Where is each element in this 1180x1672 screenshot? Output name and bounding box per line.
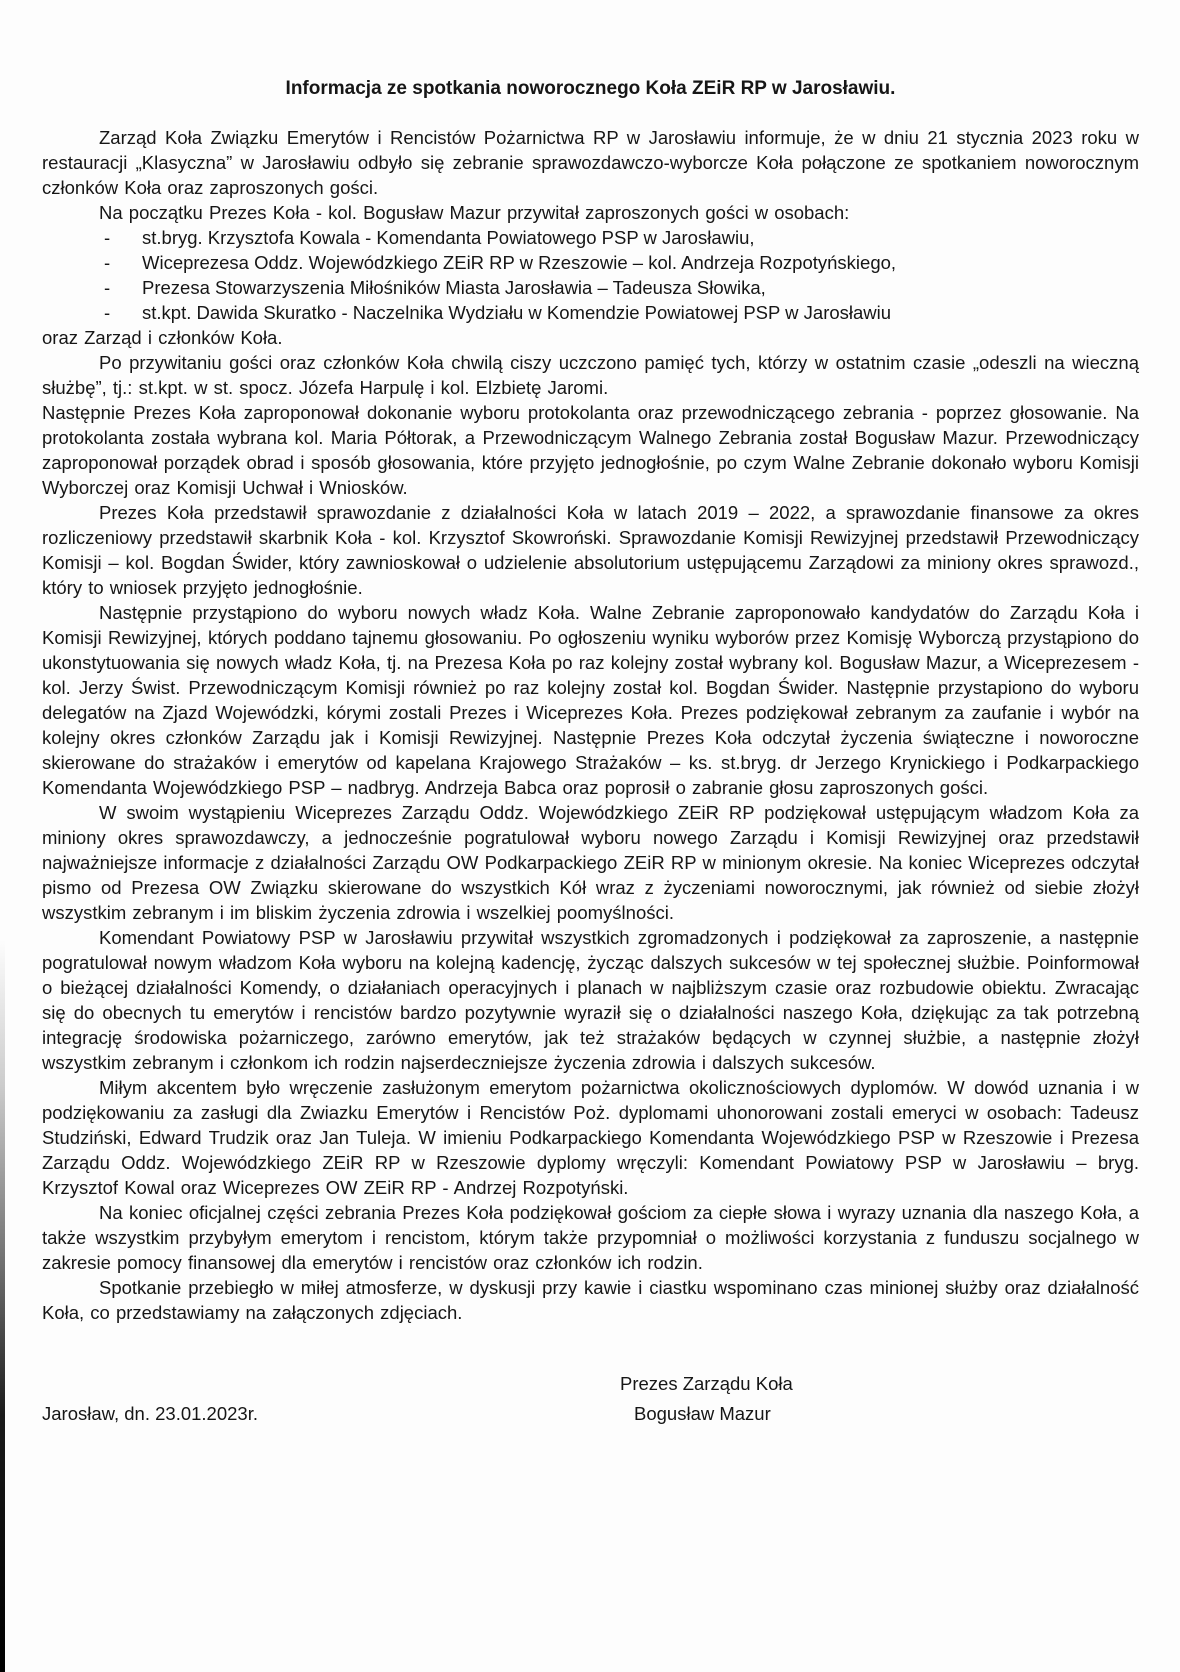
guest-name: Wiceprezesa Oddz. Wojewódzkiego ZEiR RP w Rzeszowie – kol. Andrzeja Rozpotyńskiego,	[142, 252, 897, 273]
dash-marker: -	[104, 302, 111, 323]
paragraph-elections: Następnie przystąpiono do wyboru nowych władz Koła. Walne Zebranie zaproponowało kandydatów do Zarządu Koła i Komisji Rewizyjnej, których poddano tajnemu głosowaniu. Po ogłoszeniu wyniku wyborów przez Komisję Wyborczą przystąpiono do ukonstytuowania się nowych władz Koła, tj. na Prezesa Koła po raz kolejny został wybrany kol. Bogusław Mazur, a Wiceprezesem - kol. Jerzy Świst. Przewodniczącym Komisji również po raz kolejny został kol. Bogdan Świder. Następnie przystapiono do wyboru delegatów na Zjazd Wojewódzki, kórymi zostali Prezes i Wiceprezes Koła. Prezes podziękował zebranym za zaufanie i wybór na kolejny okres członków Zarządu jak i Komisji Rewizyjnej. Następnie Prezes Koła odczytał życzenia świąteczne i noworoczne skierowane do strażaków i emerytów od kapelana Krajowego Strażaków – ks. st.bryg. dr Jerzego Krynickiego i Podkarpackiego Komendanta Wojewódzkiego PSP – nadbryg. Andrzeja Babca oraz poprosił o zabranie głosu zaproszonych gości.	[42, 602, 1139, 798]
dash-marker: -	[104, 277, 111, 298]
paragraph-reports: Prezes Koła przedstawił sprawozdanie z działalności Koła w latach 2019 – 2022, a sprawozdanie finansowe za okres rozliczeniowy przedstawił skarbnik Koła - kol. Krzysztof Skowroński. Sprawozdanie Komisji Rewizyjnej przedstawił Przewodniczący Komisji – kol. Bogdan Świder, który zawnioskował o udzielenie absolutorium ustępującemu Zarządowi za miniony okres sprawozd., który to wniosek przyjęto jednogłośnie.	[42, 502, 1139, 598]
list-item	[42, 275, 1139, 300]
dash-marker: -	[104, 227, 111, 248]
signature-block	[42, 1371, 1139, 1431]
guest-name: st.kpt. Dawida Skuratko - Naczelnika Wydziału w Komendzie Powiatowej PSP w Jarosławiu	[142, 302, 892, 323]
list-item	[42, 300, 1139, 325]
paragraph-guest-continuation: oraz Zarząd i członków Koła.	[42, 327, 283, 348]
dash-marker: -	[104, 252, 111, 273]
list-item	[42, 250, 1139, 275]
guest-name: st.bryg. Krzysztofa Kowala - Komendanta Powiatowego PSP w Jarosławiu,	[142, 227, 755, 248]
list-item	[42, 225, 1139, 250]
guest-name: Prezesa Stowarzyszenia Miłośników Miasta Jarosławia – Tadeusza Słowika,	[142, 277, 766, 298]
paragraph-intro: Zarząd Koła Związku Emerytów i Rencistów Pożarnictwa RP w Jarosławiu informuje, że w dniu 21 stycznia 2023 roku w restauracji „Klasyczna” w Jarosławiu odbyło się zebranie sprawozdawczo-wyborcze Koła połączone ze spotkaniem noworocznym członków Koła oraz zaproszonych gości.	[42, 127, 1139, 198]
paragraph-komendant-speech: Komendant Powiatowy PSP w Jarosławiu przywitał wszystkich zgromadzonych i podziękował za zaproszenie, a następnie pogratulował nowym władzom Koła wyboru na kolejną kadencję, życząc dalszych sukcesów w tej społecznej służbie. Poinformował o bieżącej działalności Komendy, o działaniach operacyjnych i planach w najbliższym czasie oraz rozbudowie obiektu. Zwracając się do obecnych tu emerytów i rencistów bardzo pozytywnie wyraził się o działalności naszego Koła, dziękując za tak potrzebną integrację środowiska pożarniczego, zarówno emerytów, jak też strażaków będących w czynnej służbie, a następnie złożył wszystkim zebranym i członkom ich rodzin najserdeczniejsze życzenia zdrowia i dalszych sukcesów.	[42, 927, 1139, 1073]
paragraph-viceprezes-speech: W swoim wystąpieniu Wiceprezes Zarządu Oddz. Wojewódzkiego ZEiR RP podziękował ustępującym władzom Koła za miniony okres sprawozdawczy, a jednocześnie pogratulował wyboru nowego Zarządu i Komisji Rewizyjnej oraz przedstawił najważniejsze informacje z działalności Zarządu OW Podkarpackiego ZEiR RP w minionym okresie. Na koniec Wiceprezes odczytał pismo od Prezesa OW Związku skierowane do wszystkich Kół wraz z życzeniami noworocznymi, jak również od siebie złożył wszystkim zebranym i im bliskim życzenia zdrowia i wszelkiej poomyślności.	[42, 802, 1139, 923]
scan-artifact-left-edge-line	[0, 940, 5, 1672]
place-and-date: Jarosław, dn. 23.01.2023r.	[42, 1403, 258, 1424]
paragraph-remembrance: Po przywitaniu gości oraz członków Koła chwilą ciszy uczczono pamięć tych, którzy w ostatnim czasie „odeszli na wieczną służbę”, tj.: st.kpt. w st. spocz. Józefa Harpulę i kol. Elzbietę Jaromi.	[42, 352, 1139, 398]
signature-name: Bogusław Mazur	[634, 1403, 771, 1424]
paragraph-voting-procedure: Następnie Prezes Koła zaproponował dokonanie wyboru protokolanta oraz przewodniczącego zebrania - poprzez głosowanie. Na protokolanta została wybrana kol. Maria Półtorak, a Przewodniczącym Walnego Zebrania został Bogusław Mazur. Przewodniczący zaproponował porządek obrad i sposób głosowania, które przyjęto jednogłośnie, po czym Walne Zebranie dokonało wyboru Komisji Wyborczej oraz Komisji Uchwał i Wniosków.	[42, 402, 1139, 498]
paragraph-atmosphere: Spotkanie przebiegło w miłej atmosferze, w dyskusji przy kawie i ciastku wspominano czas minionej służby oraz działalność Koła, co przedstawiamy na załączonych zdjęciach.	[42, 1277, 1139, 1323]
document-title: Informacja ze spotkania noworocznego Koła ZEiR RP w Jarosławiu.	[285, 78, 896, 99]
paragraph-guest-lead: Na początku Prezes Koła - kol. Bogusław Mazur przywitał zaproszonych gości w osobach:	[99, 202, 850, 223]
paragraph-diplomas: Miłym akcentem było wręczenie zasłużonym emerytom pożarnictwa okolicznościowych dyplomów. W dowód uznania i w podziękowaniu za zasługi dla Zwiazku Emerytów i Rencistów Poż. dyplomami uhonorowani zostali emeryci w osobach: Tadeusz Studziński, Edward Trudzik oraz Jan Tuleja. W imieniu Podkarpackiego Komendanta Wojewódzkiego PSP w Rzeszowie i Prezesa Zarządu Oddz. Wojewódzkiego ZEiR RP w Rzeszowie dyplomy wręczyli: Komendant Powiatowy PSP w Jarosławiu – bryg. Krzysztof Kowal oraz Wiceprezes OW ZEiR RP - Andrzej Rozpotyński.	[42, 1077, 1139, 1198]
paragraph-closing-thanks: Na koniec oficjalnej części zebrania Prezes Koła podziękował gościom za ciepłe słowa i wyrazy uznania dla naszego Koła, a także wszystkim przybyłym emerytom i rencistom, którym także przypomniał o możliwości korzystania z funduszu socjalnego w zakresie pomocy finansowej dla emerytów i rencistów oraz członków ich rodzin.	[42, 1202, 1139, 1273]
signature-title: Prezes Zarządu Koła	[620, 1373, 793, 1394]
guest-list	[42, 225, 1139, 325]
document-body	[42, 76, 1139, 1431]
